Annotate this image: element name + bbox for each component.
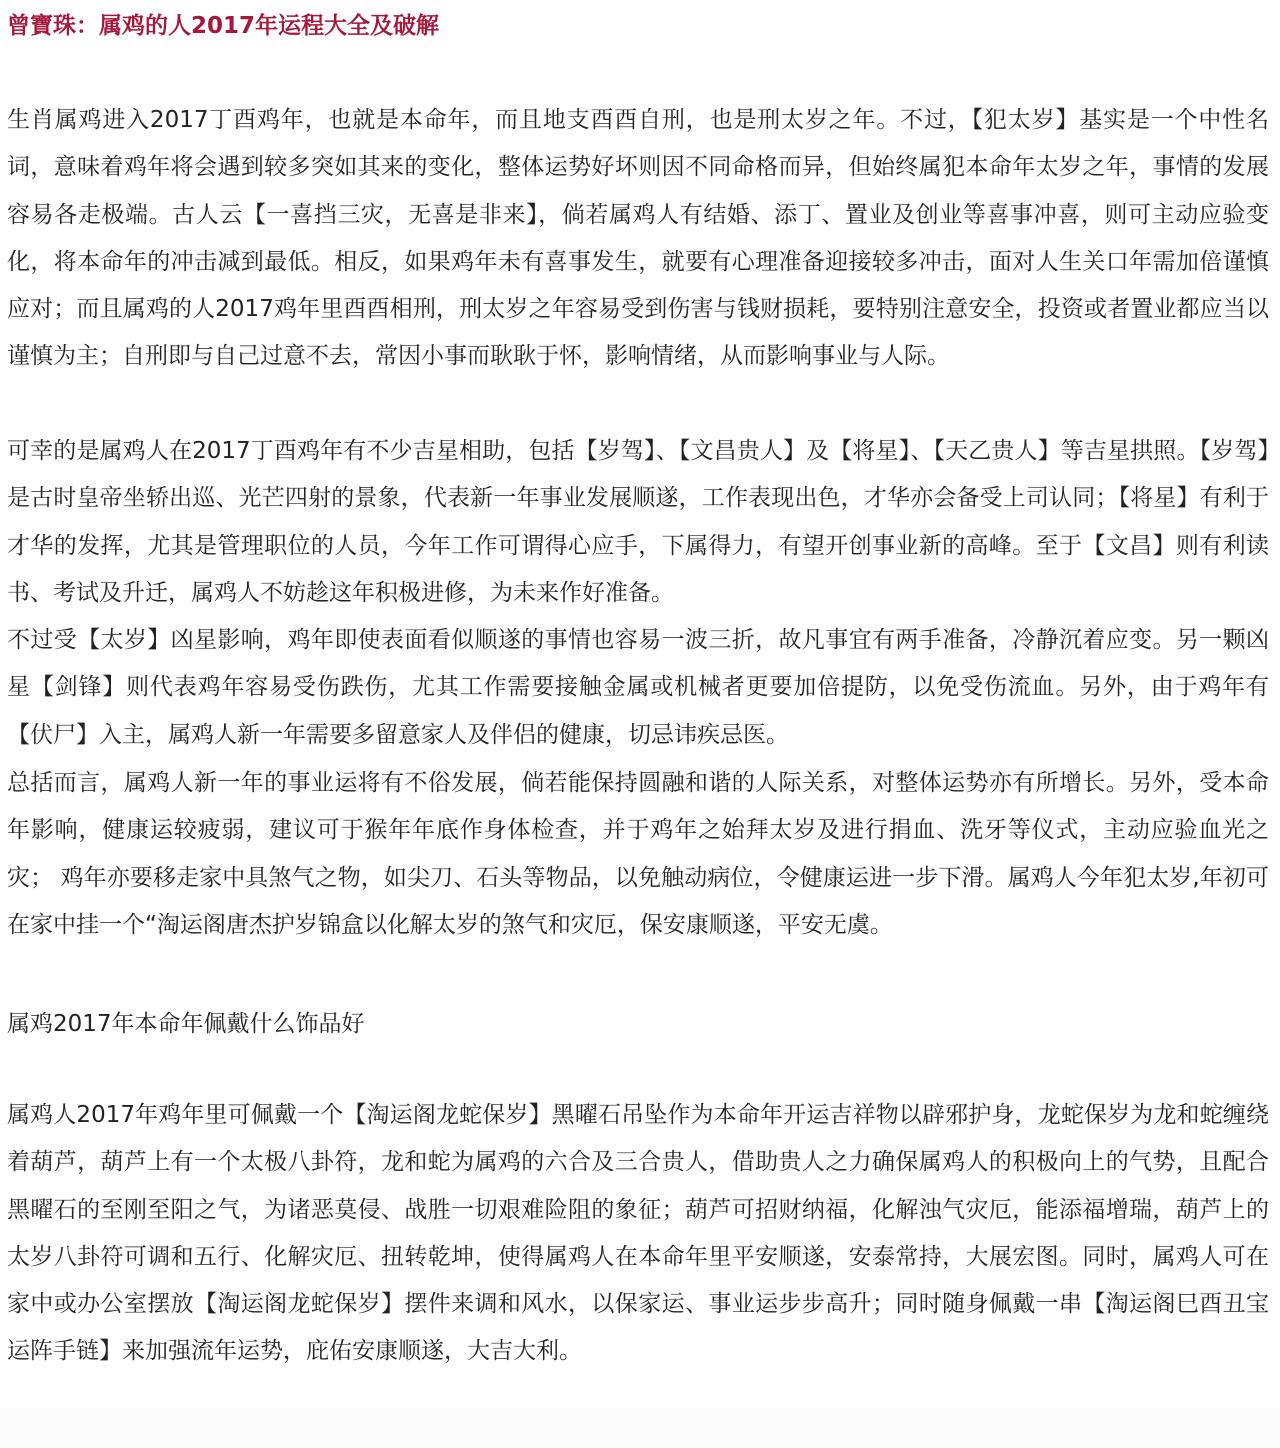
paragraph-summary: 总括而言，属鸡人新一年的事业运将有不俗发展，倘若能保持圆融和谐的人际关系，对整体运势亦有所增长。另外，受本命年影响，健康运较疲弱，建议可于猴年年底作身体检查，并于鸡年之始拜太岁及进行捐血、洗牙等仪式，主动应验血光之灾； 鸡年亦要移走家中具煞气之物，如尖刀、石头等物品，以免触动病位，令健康运进一步下滑。属鸡人今年犯太岁,年初可在家中挂一个“淘运阁唐杰护岁锦盒以化解太岁的煞气和灾厄，保安康顺遂，平安无虞。	[7, 770, 1269, 938]
section-heading: 属鸡2017年本命年佩戴什么饰品好	[7, 1011, 365, 1037]
paragraph-intro: 生肖属鸡进入2017丁酉鸡年，也就是本命年，而且地支酉酉自刑，也是刑太岁之年。不过，【犯太岁】基实是一个中性名词，意味着鸡年将会遇到较多突如其来的变化，整体运势好坏则因不同命格而异，但始终属犯本命年太岁之年，事情的发展容易各走极端。古人云【一喜挡三灾，无喜是非来】，倘若属鸡人有结婚、添丁、置业及创业等喜事冲喜，则可主动应验变化，将本命年的冲击减到最低。相反，如果鸡年未有喜事发生，就要有心理准备迎接较多冲击，面对人生关口年需加倍谨慎应对；而且属鸡的人2017鸡年里酉酉相刑，刑太岁之年容易受到伤害与钱财损耗，要特别注意安全，投资或者置业都应当以谨慎为主；自刑即与自己过意不去，常因小事而耿耿于怀，影响情绪，从而影响事业与人际。	[7, 107, 1269, 370]
paragraph-accessories: 属鸡人2017年鸡年里可佩戴一个【淘运阁龙蛇保岁】黑曜石吊坠作为本命年开运吉祥物以辟邪护身，龙蛇保岁为龙和蛇缠绕着葫芦，葫芦上有一个太极八卦符，龙和蛇为属鸡的六合及三合贵人，借助贵人之力确保属鸡人的积极向上的气势，且配合黑曜石的至刚至阳之气，为诸恶莫侵、战胜一切艰难险阻的象征；葫芦可招财纳福，化解浊气灾厄，能添福增瑞，葫芦上的太岁八卦符可调和五行、化解灾厄、扭转乾坤，使得属鸡人在本命年里平安顺遂，安泰常持，大展宏图。同时，属鸡人可在家中或办公室摆放【淘运阁龙蛇保岁】摆件来调和风水，以保家运、事业运步步高升；同时随身佩戴一串【淘运阁巳酉丑宝运阵手链】来加强流年运势，庇佑安康顺遂，大吉大利。	[7, 1102, 1269, 1365]
page-bottom-edge	[0, 1408, 1280, 1448]
article-title: 曾寶珠：属鸡的人2017年运程大全及破解	[7, 13, 440, 39]
paragraph-bad-stars: 不过受【太岁】凶星影响，鸡年即使表面看似顺遂的事情也容易一波三折，故凡事宜有两手准备，冷静沉着应变。另一颗凶星【剑锋】则代表鸡年容易受伤跌伤，尤其工作需要接触金属或机械者更要加倍提防，以免受伤流血。另外，由于鸡年有【伏尸】入主，属鸡人新一年需要多留意家人及伴侣的健康，切忌讳疾忌医。	[7, 627, 1269, 748]
paragraph-lucky-stars: 可幸的是属鸡人在2017丁酉鸡年有不少吉星相助，包括【岁驾】、【文昌贵人】及【将星】、【天乙贵人】等吉星拱照。【岁驾】是古时皇帝坐轿出巡、光芒四射的景象，代表新一年事业发展顺遂，工作表现出色，才华亦会备受上司认同；【将星】有利于才华的发挥，尤其是管理职位的人员，今年工作可谓得心应手，下属得力，有望开创事业新的高峰。至于【文昌】则有利读书、考试及升迁，属鸡人不妨趁这年积极进修，为未来作好准备。	[7, 438, 1269, 606]
